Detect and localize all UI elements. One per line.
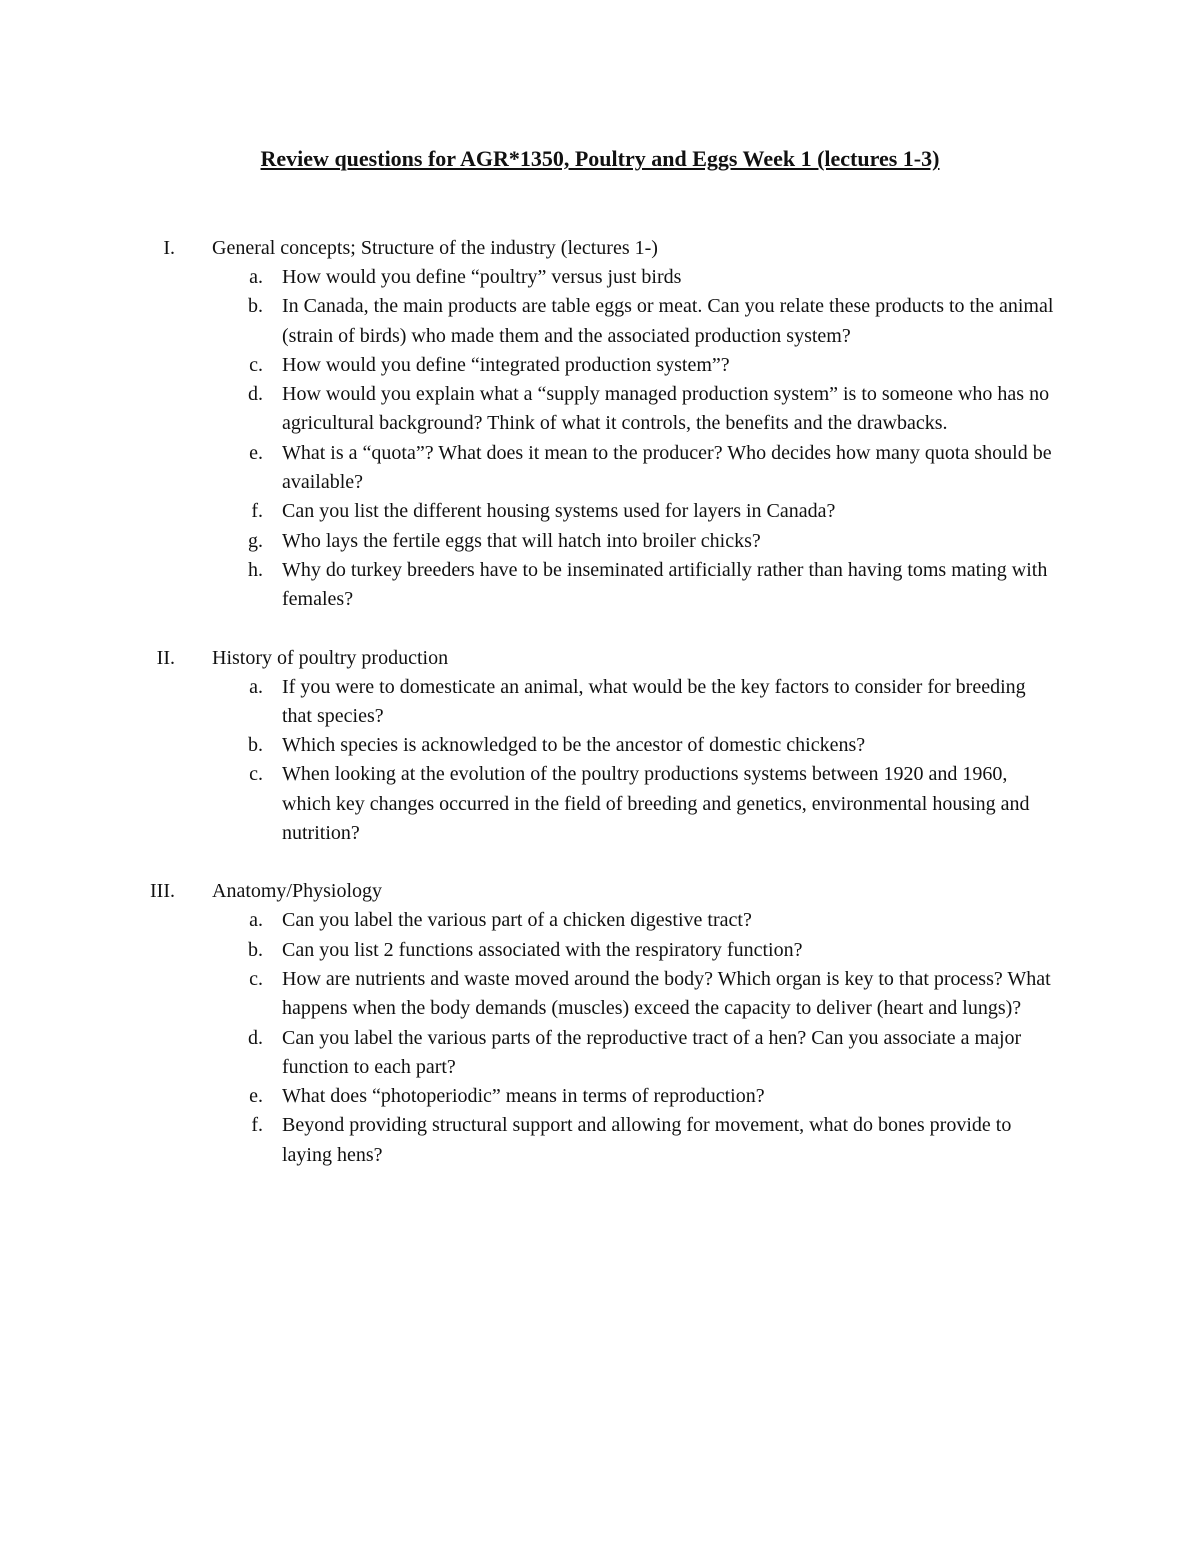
question-item [0, 965, 1200, 1024]
section-numeral: I. [163, 237, 175, 259]
question-text: When looking at the evolution of the poultry productions systems between 1920 and 1960, which key changes occurred in the field of breeding and genetics, environmental housing and nutrition? [282, 763, 1030, 845]
question-text: Can you label the various part of a chicken digestive tract? [282, 909, 752, 932]
question-letter: c. [249, 763, 263, 786]
question-text: Why do turkey breeders have to be inseminated artificially rather than having toms mating with females? [282, 558, 1048, 611]
question-letter: b. [248, 295, 263, 318]
question-text: What is a “quota”? What does it mean to the producer? Who decides how many quota should be available? [282, 441, 1052, 494]
question-letter: c. [249, 353, 263, 376]
question-sections [0, 234, 1200, 1199]
question-letter: f. [251, 1114, 263, 1137]
question-text: Which species is acknowledged to be the ancestor of domestic chickens? [282, 734, 866, 757]
section-numeral: II. [156, 646, 175, 669]
question-text: In Canada, the main products are table eggs or meat. Can you relate these products to the animal (strain of birds) who made them and the associated production system? [282, 295, 1054, 347]
section-title: General concepts; Structure of the industry (lectures 1-) [212, 237, 658, 259]
question-letter: a. [249, 909, 263, 932]
question-list [0, 673, 1200, 849]
question-letter: d. [248, 383, 263, 406]
section-heading [0, 644, 1200, 673]
section-history [0, 644, 1200, 849]
question-text: How are nutrients and waste moved around the body? Which organ is key to that process? What happens when the body demands (muscles) exceed the capacity to deliver (heart and lungs)? [282, 967, 1051, 1020]
question-text: Who lays the fertile eggs that will hatch into broiler chicks? [282, 529, 761, 552]
question-letter: f. [251, 500, 263, 523]
question-text: What does “photoperiodic” means in terms of reproduction? [282, 1085, 765, 1108]
question-item [0, 556, 1200, 615]
question-letter: b. [248, 734, 263, 757]
question-item [0, 263, 1200, 292]
question-item [0, 439, 1200, 498]
question-text: How would you define “integrated production system”? [282, 353, 730, 376]
question-letter: c. [249, 967, 263, 990]
question-item [0, 351, 1200, 380]
question-item [0, 380, 1200, 439]
question-item [0, 906, 1200, 935]
question-item [0, 1082, 1200, 1111]
question-item [0, 673, 1200, 732]
question-letter: e. [249, 1085, 263, 1108]
section-title: Anatomy/Physiology [212, 880, 383, 903]
question-item [0, 1111, 1200, 1170]
question-letter: d. [248, 1026, 263, 1049]
section-general-concepts [0, 234, 1200, 615]
question-item [0, 1024, 1200, 1083]
section-title: History of poultry production [212, 646, 449, 669]
section-numeral: III. [150, 880, 175, 903]
section-heading [0, 877, 1200, 906]
section-heading [0, 234, 1200, 263]
question-list [0, 263, 1200, 615]
question-list [0, 906, 1200, 1170]
question-item [0, 760, 1200, 848]
question-item [0, 936, 1200, 965]
question-letter: b. [248, 938, 263, 961]
question-text: If you were to domesticate an animal, what would be the key factors to consider for breeding that species? [282, 675, 1026, 727]
question-item [0, 527, 1200, 556]
question-item [0, 497, 1200, 526]
question-letter: a. [249, 675, 263, 698]
question-text: Can you list 2 functions associated with the respiratory function? [282, 938, 803, 961]
question-letter: g. [248, 529, 263, 552]
question-text: Can you list the different housing systems used for layers in Canada? [282, 500, 836, 523]
page-title: Review questions for AGR*1350, Poultry and Eggs Week 1 (lectures 1-3) [260, 146, 940, 171]
question-text: Can you label the various parts of the reproductive tract of a hen? Can you associate a major function to each part? [282, 1026, 1022, 1078]
question-text: How would you explain what a “supply managed production system” is to someone who has no agricultural background? Think of what it controls, the benefits and the drawbacks. [282, 383, 1050, 435]
question-text: Beyond providing structural support and allowing for movement, what do bones provide to laying hens? [282, 1114, 1012, 1166]
question-letter: h. [248, 558, 263, 581]
question-item [0, 292, 1200, 351]
question-text: How would you define “poultry” versus just birds [282, 266, 682, 288]
question-letter: a. [249, 266, 263, 288]
section-anatomy-physiology [0, 877, 1200, 1170]
question-item [0, 731, 1200, 760]
question-letter: e. [249, 441, 263, 464]
